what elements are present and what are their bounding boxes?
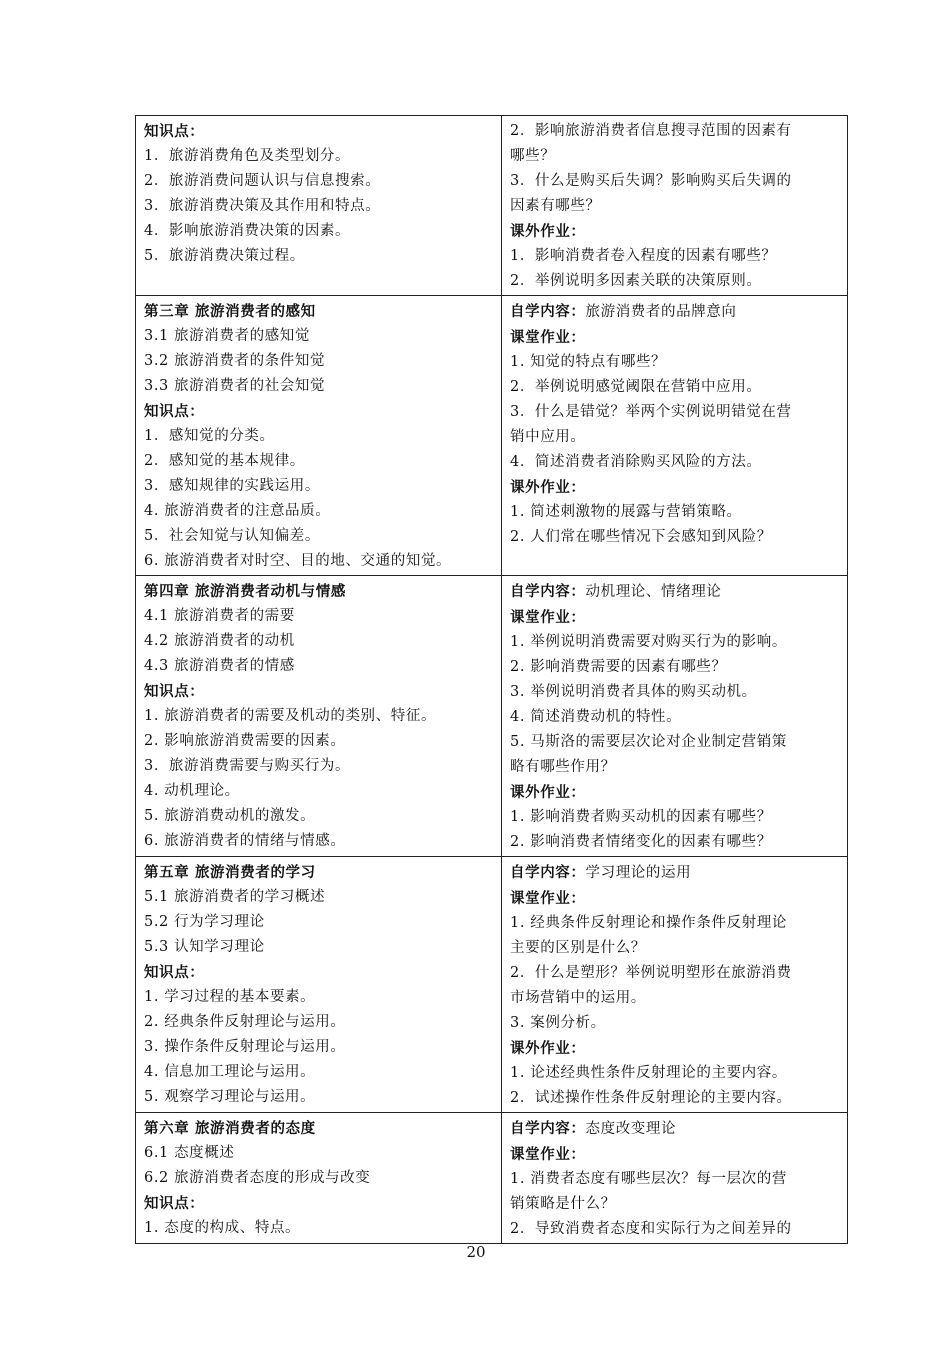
- text-line: 因素有哪些？: [510, 198, 601, 214]
- labeled-line: [510, 579, 839, 605]
- text-line: 4．影响旅游消费决策的因素。: [144, 223, 351, 239]
- text-line: 哪些？: [510, 148, 556, 164]
- text-line: 1. 消费者态度有哪些层次？每一层次的营: [510, 1171, 787, 1187]
- text-line: 3．什么是购买后失调？影响购买后失调的: [510, 173, 792, 189]
- text-line: 4.3 旅游消费者的情感: [144, 658, 295, 674]
- text-line: 4.2 旅游消费者的动机: [144, 633, 295, 649]
- text-line: 1．感知觉的分类。: [144, 428, 275, 444]
- text-line: 3. 操作条件反射理论与运用。: [144, 1039, 346, 1055]
- text-line: 5. 旅游消费动机的激发。: [144, 808, 316, 824]
- text-line: 2．感知觉的基本规律。: [144, 453, 305, 469]
- table-row: [136, 1113, 848, 1244]
- syllabus-table: [135, 115, 848, 1244]
- text-line: 1. 简述刺激物的展露与营销策略。: [510, 504, 742, 520]
- text-line: 5．旅游消费决策过程。: [144, 248, 305, 264]
- text-line: 1. 学习过程的基本要素。: [144, 989, 316, 1005]
- text-line: 6.2 旅游消费者态度的形成与改变: [144, 1170, 371, 1186]
- syllabus-table-body: [136, 116, 848, 1244]
- text-line: 销中应用。: [510, 429, 586, 445]
- text-line: 1. 举例说明消费需要对购买行为的影响。: [510, 634, 787, 650]
- text-line: 3．旅游消费需要与购买行为。: [144, 758, 351, 774]
- section-heading: 课堂作业：: [510, 890, 586, 907]
- text-line: 5.3 认知学习理论: [144, 939, 265, 955]
- line-label: 自学内容：: [510, 864, 586, 881]
- section-heading: 知识点：: [144, 1195, 205, 1212]
- chapter-content-cell: [136, 1113, 502, 1244]
- text-line: 3.1 旅游消费者的感知觉: [144, 328, 310, 344]
- text-line: 6. 旅游消费者的情绪与情感。: [144, 833, 346, 849]
- section-heading: 知识点：: [144, 964, 205, 981]
- chapter-content-cell: [136, 296, 502, 576]
- line-label: 自学内容：: [510, 583, 586, 600]
- text-line: 2．旅游消费问题认识与信息搜索。: [144, 173, 381, 189]
- text-line: 2．举例说明感觉阈限在营销中应用。: [510, 379, 762, 395]
- text-line: 2．什么是塑形？举例说明塑形在旅游消费: [510, 965, 792, 981]
- text-line: 2．举例说明多因素关联的决策原则。: [510, 273, 762, 289]
- text-line: 销策略是什么？: [510, 1196, 616, 1212]
- text-line: 1. 旅游消费者的需要及机动的类别、特征。: [144, 708, 437, 724]
- section-heading: 知识点：: [144, 683, 205, 700]
- labeled-line: [510, 1116, 839, 1142]
- section-heading: 第五章 旅游消费者的学习: [144, 864, 316, 881]
- text-line: 4．简述消费者消除购买风险的方法。: [510, 454, 762, 470]
- section-heading: 知识点：: [144, 123, 205, 140]
- chapter-content-cell: [136, 576, 502, 857]
- text-line: 4. 简述消费动机的特性。: [510, 709, 682, 725]
- text-line: 3．感知规律的实践运用。: [144, 478, 320, 494]
- assignment-cell: [502, 1113, 848, 1244]
- text-line: 1. 经典条件反射理论和操作条件反射理论: [510, 915, 787, 931]
- text-line: 略有哪些作用？: [510, 759, 616, 775]
- text-line: 5.1 旅游消费者的学习概述: [144, 889, 326, 905]
- text-line: 6. 旅游消费者对时空、目的地、交通的知觉。: [144, 553, 452, 569]
- line-text: 动机理论、情绪理论: [585, 584, 722, 600]
- labeled-line: [510, 860, 839, 886]
- text-line: 主要的区别是什么？: [510, 940, 646, 956]
- section-heading: 课外作业：: [510, 784, 586, 801]
- text-line: 5.2 行为学习理论: [144, 914, 265, 930]
- assignment-cell: [502, 857, 848, 1113]
- text-line: 4. 动机理论。: [144, 783, 240, 799]
- text-line: 3．旅游消费决策及其作用和特点。: [144, 198, 381, 214]
- text-line: 1．旅游消费角色及类型划分。: [144, 148, 351, 164]
- text-line: 2. 影响消费者情绪变化的因素有哪些？: [510, 834, 772, 850]
- table-row: [136, 296, 848, 576]
- text-line: 2．试述操作性条件反射理论的主要内容。: [510, 1090, 792, 1106]
- text-line: 2．影响旅游消费者信息搜寻范围的因素有: [510, 123, 792, 139]
- section-heading: 课堂作业：: [510, 1146, 586, 1163]
- assignment-cell: [502, 296, 848, 576]
- table-row: [136, 576, 848, 857]
- section-heading: 课外作业：: [510, 223, 586, 240]
- section-heading: 第三章 旅游消费者的感知: [144, 303, 316, 320]
- text-line: 4. 信息加工理论与运用。: [144, 1064, 316, 1080]
- text-line: 2. 影响旅游消费需要的因素。: [144, 733, 346, 749]
- assignment-cell: [502, 576, 848, 857]
- section-heading: 课外作业：: [510, 1040, 586, 1057]
- text-line: 4. 旅游消费者的注意品质。: [144, 503, 331, 519]
- text-line: 5. 观察学习理论与运用。: [144, 1089, 316, 1105]
- line-text: 态度改变理论: [585, 1121, 677, 1137]
- line-label: 自学内容：: [510, 1120, 586, 1137]
- labeled-line: [510, 299, 839, 325]
- text-line: 1．影响消费者卷入程度的因素有哪些？: [510, 248, 777, 264]
- section-heading: 课外作业：: [510, 479, 586, 496]
- text-line: 1. 影响消费者购买动机的因素有哪些？: [510, 809, 772, 825]
- section-heading: 第四章 旅游消费者动机与情感: [144, 583, 346, 600]
- text-line: 市场营销中的运用。: [510, 990, 646, 1006]
- assignment-cell: [502, 116, 848, 296]
- text-line: 4.1 旅游消费者的需要: [144, 608, 295, 624]
- text-line: 1. 知觉的特点有哪些？: [510, 354, 667, 370]
- section-heading: 知识点：: [144, 403, 205, 420]
- text-line: 5. 马斯洛的需要层次论对企业制定营销策: [510, 734, 787, 750]
- text-line: 2. 经典条件反射理论与运用。: [144, 1014, 346, 1030]
- line-label: 自学内容：: [510, 303, 586, 320]
- page-number: 20: [466, 1243, 486, 1261]
- text-line: 3. 举例说明消费者具体的购买动机。: [510, 684, 757, 700]
- text-line: 3. 案例分析。: [510, 1015, 606, 1031]
- section-heading: 课堂作业：: [510, 329, 586, 346]
- text-line: 3．什么是错觉？举两个实例说明错觉在营: [510, 404, 792, 420]
- text-line: 3.2 旅游消费者的条件知觉: [144, 353, 326, 369]
- text-line: 2. 影响消费需要的因素有哪些？: [510, 659, 727, 675]
- text-line: 3.3 旅游消费者的社会知觉: [144, 378, 326, 394]
- line-text: 旅游消费者的品牌意向: [585, 304, 737, 320]
- section-heading: 第六章 旅游消费者的态度: [144, 1120, 316, 1137]
- chapter-content-cell: [136, 116, 502, 296]
- text-line: 1. 论述经典性条件反射理论的主要内容。: [510, 1065, 787, 1081]
- text-line: 5．社会知觉与认知偏差。: [144, 528, 320, 544]
- text-line: 2. 人们常在哪些情况下会感知到风险？: [510, 529, 772, 545]
- text-line: 1. 态度的构成、特点。: [144, 1220, 301, 1236]
- section-heading: 课堂作业：: [510, 609, 586, 626]
- table-row: [136, 116, 848, 296]
- text-line: 2．导致消费者态度和实际行为之间差异的: [510, 1221, 792, 1237]
- text-line: 6.1 态度概述: [144, 1145, 235, 1161]
- line-text: 学习理论的运用: [585, 865, 692, 881]
- chapter-content-cell: [136, 857, 502, 1113]
- table-row: [136, 857, 848, 1113]
